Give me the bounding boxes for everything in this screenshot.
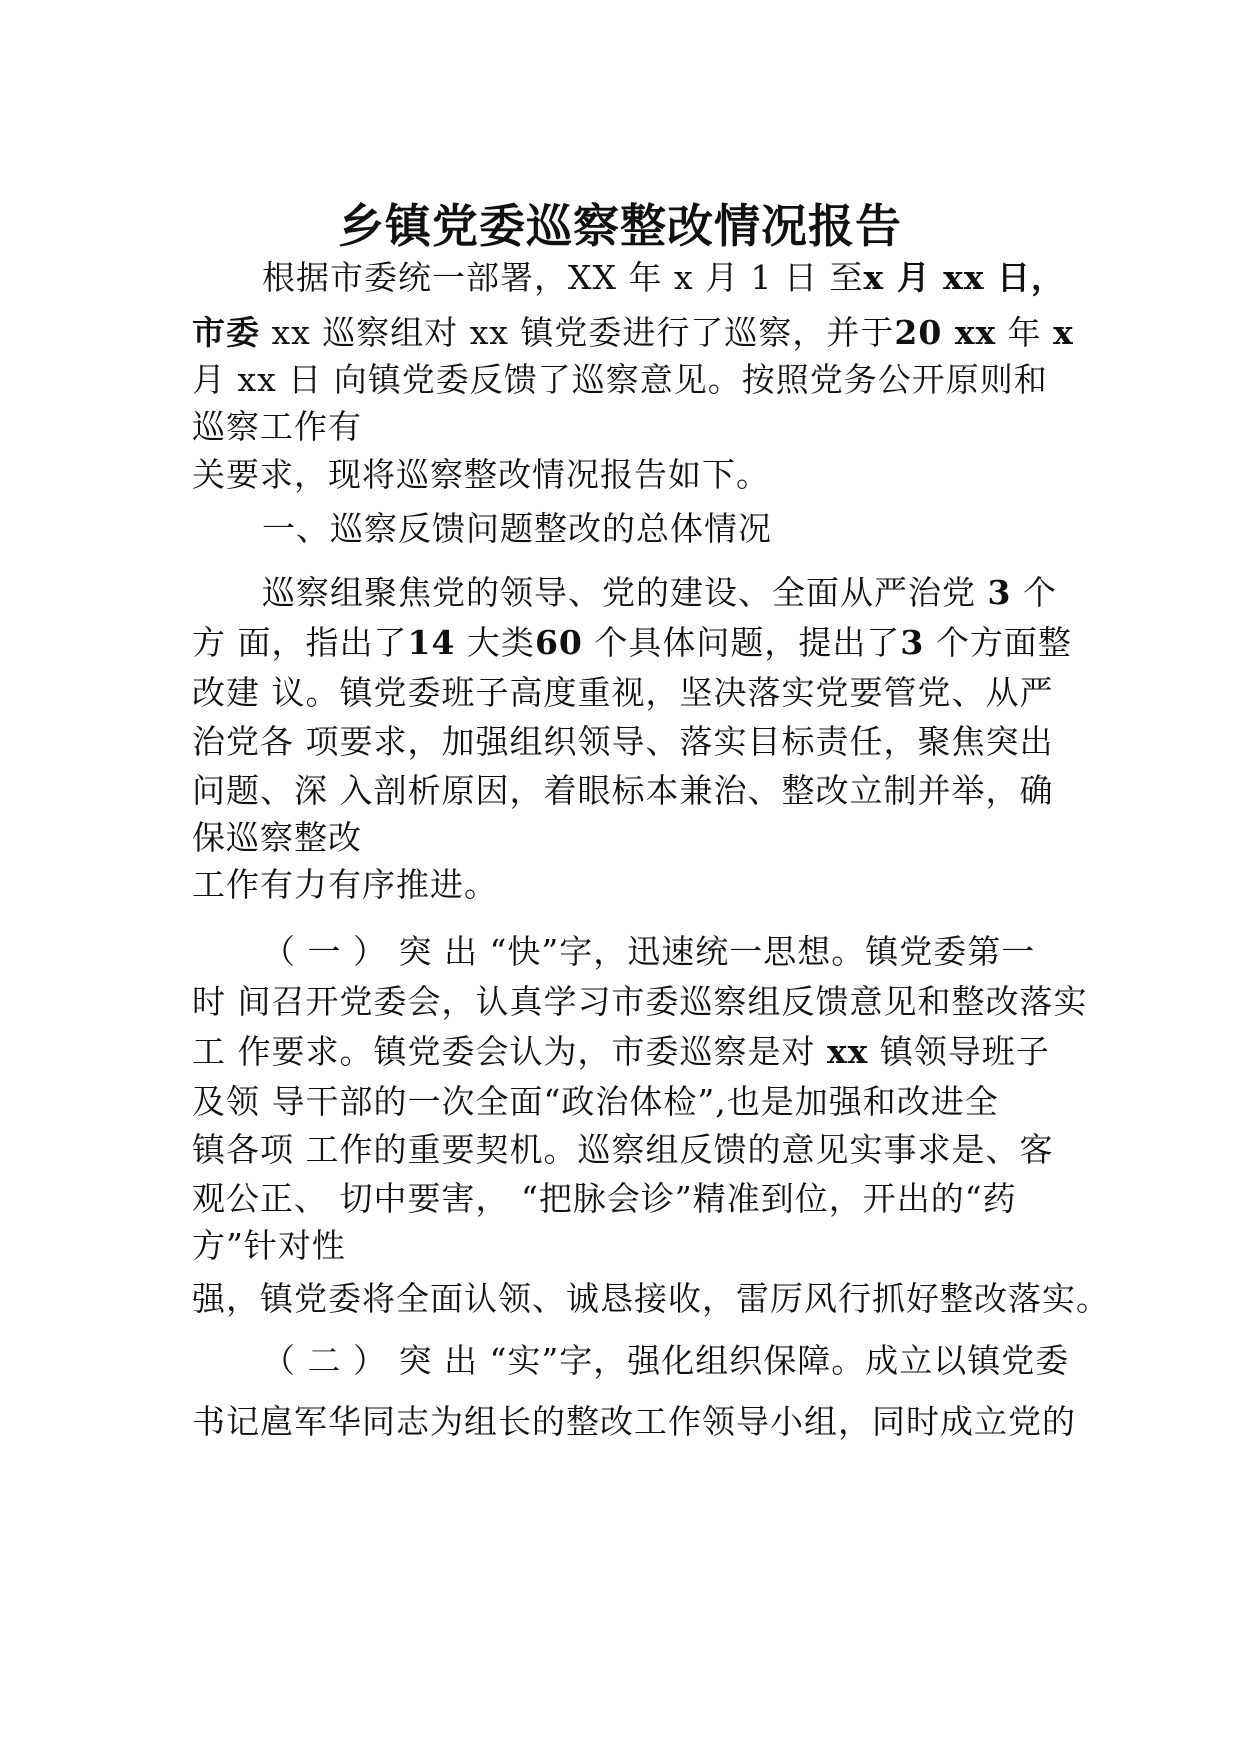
- paragraph-line: [192, 1130, 1054, 1170]
- text-run: 个: [1011, 573, 1057, 612]
- bold-text-run: 20 xx: [894, 313, 997, 352]
- text-run: 工 作要求。镇党委会认为，市委巡察是对: [192, 1032, 827, 1071]
- section-heading: [262, 509, 772, 549]
- text-run: 镇领导班子: [868, 1032, 1050, 1071]
- text-run: 观公正、 切中要害， “把脉会诊”精准到位，开出的“药: [192, 1179, 1017, 1218]
- text-run: 一、巡察反馈问题整改的总体情况: [262, 509, 772, 548]
- text-run: 月 xx 日 向镇党委反馈了巡察意见。按照党务公开原则和: [192, 360, 1048, 399]
- subsection-line: [262, 1341, 1069, 1381]
- paragraph-line: [192, 360, 1048, 400]
- paragraph-line: [192, 771, 1054, 811]
- document-title: 乡镇党委巡察整改情况报告: [338, 199, 902, 253]
- paragraph-line: [192, 1179, 1017, 1219]
- bold-text-run: xx: [826, 1032, 869, 1071]
- paragraph-line: [262, 573, 1057, 613]
- paragraph-line: [262, 258, 1065, 298]
- text-run: 关要求，现将巡察整改情况报告如下。: [192, 455, 770, 494]
- paragraph-line: [192, 455, 770, 495]
- text-run: 巡察组聚焦党的领导、党的建设、全面从严治党: [262, 573, 988, 612]
- text-run: 巡察工作有: [192, 407, 362, 446]
- text-run: 方”针对性: [192, 1226, 346, 1265]
- text-run: 时 间召开党委会，认真学习市委巡察组反馈意见和整改落实: [192, 982, 1088, 1021]
- paragraph-line: [192, 623, 1072, 663]
- text-run: 保巡察整改: [192, 818, 362, 857]
- paragraph-line: [192, 865, 498, 905]
- bold-text-run: x: [1053, 313, 1074, 352]
- text-run: 工作有力有序推进。: [192, 865, 498, 904]
- text-run: 改建 议。镇党委班子高度重视，坚决落实党要管党、从严: [192, 673, 1054, 712]
- bold-text-run: 14: [407, 623, 456, 662]
- paragraph-line: [192, 1279, 1110, 1319]
- paragraph-line: [192, 1402, 1076, 1442]
- bold-text-run: 3: [987, 573, 1012, 612]
- text-run: xx 巡察组对 xx 镇党委进行了巡察，并于: [260, 313, 895, 352]
- bold-text-run: x 月 xx 日，: [863, 258, 1066, 297]
- paragraph-line: [192, 722, 1054, 762]
- text-run: 大类: [455, 623, 535, 662]
- paragraph-line: [192, 1226, 346, 1266]
- paragraph-line: [192, 818, 362, 858]
- text-run: 个具体问题，提出了: [582, 623, 901, 662]
- paragraph-line: [192, 313, 1074, 353]
- text-run: 强，镇党委将全面认领、诚恳接收，雷厉风行抓好整改落实。: [192, 1279, 1110, 1318]
- text-run: 个方面整: [924, 623, 1072, 662]
- paragraph-line: [192, 673, 1054, 713]
- text-run: 问题、深 入剖析原因，着眼标本兼治、整改立制并举，确: [192, 771, 1054, 810]
- subsection-line: [262, 932, 1035, 972]
- paragraph-line: [192, 982, 1088, 1022]
- paragraph-line: [192, 1082, 999, 1122]
- bold-text-run: 市委: [192, 313, 260, 352]
- text-run: 年: [996, 313, 1054, 352]
- text-run: （ 一 ） 突 出 “快”字，迅速统一思想。镇党委第一: [262, 932, 1036, 971]
- paragraph-line: [192, 407, 362, 447]
- bold-text-run: 60: [534, 623, 583, 662]
- text-run: 及领 导干部的一次全面“政治体检”,也是加强和改进全: [192, 1082, 999, 1121]
- bold-text-run: 3: [900, 623, 925, 662]
- text-run: 根据市委统一部署，XX 年 x 月 1 日 至: [262, 258, 864, 297]
- text-run: 书记扈军华同志为组长的整改工作领导小组，同时成立党的: [192, 1402, 1076, 1441]
- text-run: 镇各项 工作的重要契机。巡察组反馈的意见实事求是、客: [192, 1130, 1054, 1169]
- text-run: 治党各 项要求，加强组织领导、落实目标责任，聚焦突出: [192, 722, 1054, 761]
- paragraph-line: [192, 1032, 1050, 1072]
- text-run: （ 二 ） 突 出 “实”字，强化组织保障。成立以镇党委: [262, 1341, 1070, 1380]
- text-run: 方 面，指出了: [192, 623, 408, 662]
